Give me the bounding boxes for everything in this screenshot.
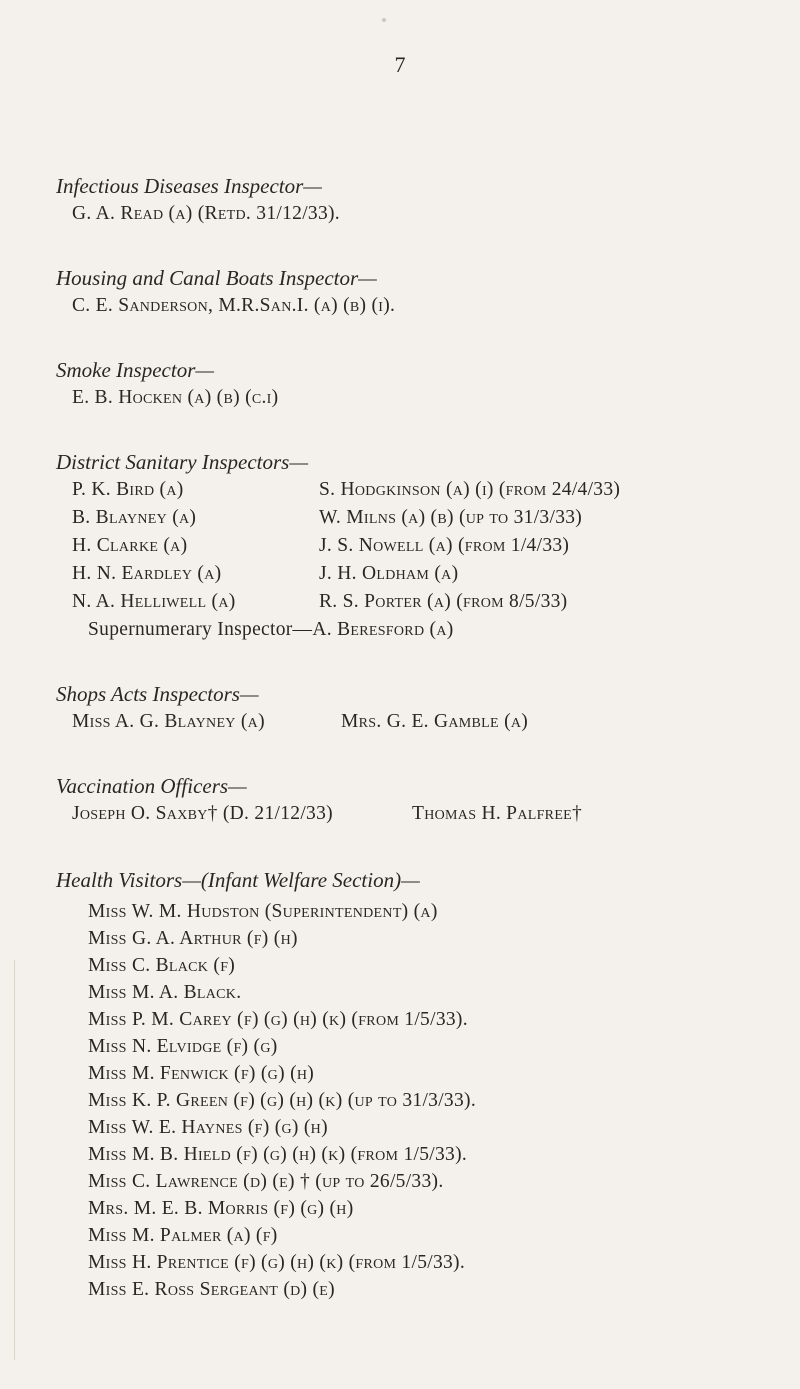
staff-line: Miss N. Elvidge (f) (g) <box>88 1036 278 1057</box>
staff-line: R. S. Porter (a) (from 8/5/33) <box>319 591 568 612</box>
staff-line: E. B. Hocken (a) (b) (c.i) <box>72 387 279 408</box>
staff-line: W. Milns (a) (b) (up to 31/3/33) <box>319 507 583 528</box>
staff-line: Miss M. Fenwick (f) (g) (h) <box>88 1063 315 1084</box>
section-smoke <box>56 356 776 412</box>
section-heading: Smoke Inspector— <box>56 358 215 382</box>
staff-line: H. Clarke (a) <box>72 535 188 556</box>
section-heading: District Sanitary Inspectors— <box>56 450 308 474</box>
staff-line: Miss G. A. Arthur (f) (h) <box>88 928 298 949</box>
supernumerary-label: Supernumerary Inspector— <box>88 619 313 640</box>
shops-left: Miss A. G. Blayney (a) <box>72 711 265 732</box>
staff-line: J. H. Oldham (a) <box>319 563 459 584</box>
staff-line: Miss E. Ross Sergeant (d) (e) <box>88 1279 335 1300</box>
section-heading: Infectious Diseases Inspector— <box>56 174 322 198</box>
staff-line: Miss W. M. Hudston (Superintendent) (a) <box>88 901 438 922</box>
section-heading: Housing and Canal Boats Inspector— <box>56 266 377 290</box>
section-heading: Shops Acts Inspectors— <box>56 682 259 706</box>
section-heading: Vaccination Officers— <box>56 774 247 798</box>
supernumerary-name: A. Beresford (a) <box>312 619 454 640</box>
staff-line: G. A. Read (a) (Retd. 31/12/33). <box>72 203 340 224</box>
district-columns <box>56 476 776 616</box>
page-number: 7 <box>394 52 406 77</box>
staff-line: Miss W. E. Haynes (f) (g) (h) <box>88 1117 328 1138</box>
staff-line <box>56 708 776 736</box>
staff-line: Miss H. Prentice (f) (g) (h) (k) (from 1/5/33). <box>88 1252 466 1273</box>
vaccination-left: Joseph O. Saxby† (D. 21/12/33) <box>72 803 333 824</box>
staff-line: N. A. Helliwell (a) <box>72 591 236 612</box>
section-infectious-diseases <box>56 172 776 228</box>
district-right-column <box>319 476 776 616</box>
section-vaccination <box>56 772 776 828</box>
staff-line: S. Hodgkinson (a) (i) (from 24/4/33) <box>319 479 621 500</box>
staff-line <box>56 800 776 828</box>
staff-line: Mrs. M. E. B. Morris (f) (g) (h) <box>88 1198 354 1219</box>
supernumerary-line <box>56 616 776 644</box>
district-left-column <box>72 476 319 616</box>
section-health-visitors <box>56 866 776 1303</box>
staff-line: Miss M. B. Hield (f) (g) (h) (k) (from 1/5/33). <box>88 1144 468 1165</box>
staff-line: Miss M. Palmer (a) (f) <box>88 1225 278 1246</box>
staff-line: Miss P. M. Carey (f) (g) (h) (k) (from 1/5/33). <box>88 1009 468 1030</box>
paper-edge-shadow <box>14 960 15 1360</box>
section-district-sanitary <box>56 448 776 644</box>
staff-line: C. E. Sanderson, M.R.San.I. (a) (b) (i). <box>72 295 396 316</box>
section-heading: Health Visitors—(Infant Welfare Section)— <box>56 868 420 892</box>
section-housing <box>56 264 776 320</box>
section-shops-acts <box>56 680 776 736</box>
staff-line: J. S. Nowell (a) (from 1/4/33) <box>319 535 570 556</box>
staff-line: Miss M. A. Black. <box>88 982 242 1003</box>
shops-right: Mrs. G. E. Gamble (a) <box>341 711 529 732</box>
paper-speck <box>382 18 386 22</box>
staff-line: H. N. Eardley (a) <box>72 563 222 584</box>
staff-line: P. K. Bird (a) <box>72 479 184 500</box>
staff-line: Miss C. Lawrence (d) (e) † (up to 26/5/33). <box>88 1171 444 1192</box>
staff-line: Miss C. Black (f) <box>88 955 236 976</box>
staff-line: Miss K. P. Green (f) (g) (h) (k) (up to 31/3/33). <box>88 1090 476 1111</box>
vaccination-right: Thomas H. Palfree† <box>412 803 583 824</box>
staff-line: B. Blayney (a) <box>72 507 197 528</box>
